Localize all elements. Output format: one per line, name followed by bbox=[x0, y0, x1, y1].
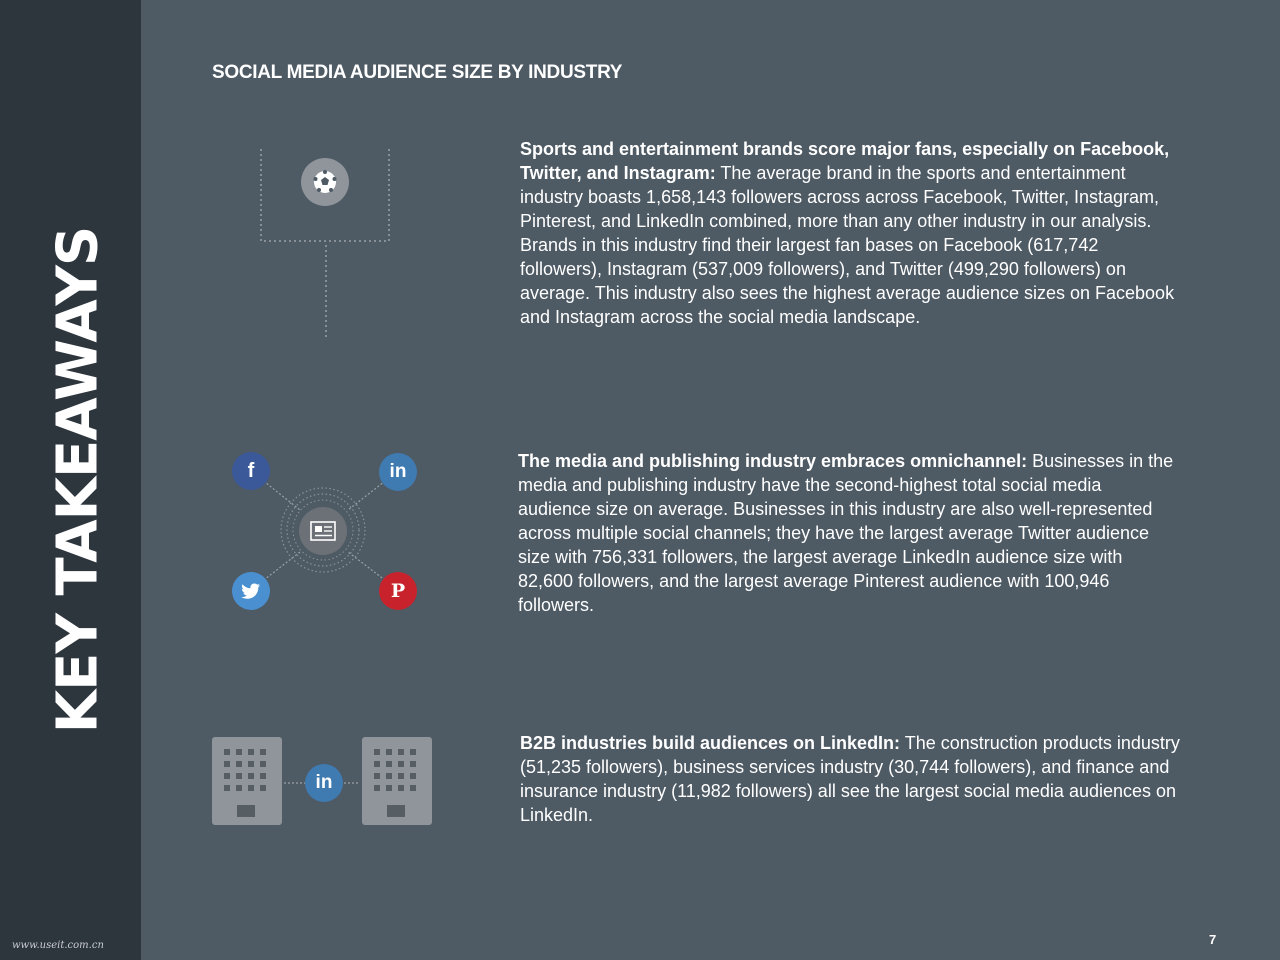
sidebar-title: KEY TAKEAWAYS bbox=[45, 226, 111, 734]
linkedin-icon: in bbox=[305, 764, 343, 802]
takeaway-body: The construction products industry (51,235 followers), business services industry (30,744 followers), and finance and insurance industry (11,982 followers) all see the largest social media audiences on LinkedIn. bbox=[520, 733, 1180, 825]
takeaway-body: Businesses in the media and publishing industry have the second-highest total social media audience size on average. Businesses in this industry are also well-represented across multiple social channels; they have the largest average Twitter audience size with 756,331 followers, the largest average LinkedIn audience size with 82,600 followers, and the largest average Pinterest audience with 100,946 followers. bbox=[518, 451, 1174, 615]
takeaway-body: The average brand in the sports and entertainment industry boasts 1,658,143 followers across across Facebook, Twitter, Instagram, Pinterest, and LinkedIn combined, more than any other industry in our analysis. Brands in this industry find their largest fan bases on Facebook (617,742 followers), Instagram (537,009 followers), and Twitter (499,290 followers) on average. This industry also sees the highest average audience sizes on Facebook and Instagram across the social media landscape. bbox=[520, 163, 1175, 327]
watermark: www.useit.com.cn bbox=[12, 940, 104, 951]
takeaway-sports bbox=[520, 137, 1180, 329]
takeaway-lead: The media and publishing industry embraces omnichannel: bbox=[518, 451, 1028, 471]
building-icon bbox=[362, 737, 432, 825]
linkedin-icon: in bbox=[379, 453, 417, 491]
newspaper-icon bbox=[299, 507, 347, 555]
soccer-ball-icon bbox=[301, 158, 349, 206]
takeaway-media bbox=[518, 449, 1178, 617]
takeaway-lead: Sports and entertainment brands score major fans, especially on Facebook, Twitter, and Instagram: bbox=[520, 139, 1170, 183]
building-icon bbox=[212, 737, 282, 825]
pinterest-icon: P bbox=[379, 572, 417, 610]
facebook-icon: f bbox=[232, 452, 270, 490]
takeaway-lead: B2B industries build audiences on LinkedIn: bbox=[520, 733, 901, 753]
page-number: 7 bbox=[1209, 932, 1217, 947]
twitter-icon bbox=[232, 572, 270, 610]
sidebar bbox=[0, 0, 141, 960]
page-title: SOCIAL MEDIA AUDIENCE SIZE BY INDUSTRY bbox=[212, 62, 623, 83]
takeaway-b2b bbox=[520, 731, 1180, 827]
